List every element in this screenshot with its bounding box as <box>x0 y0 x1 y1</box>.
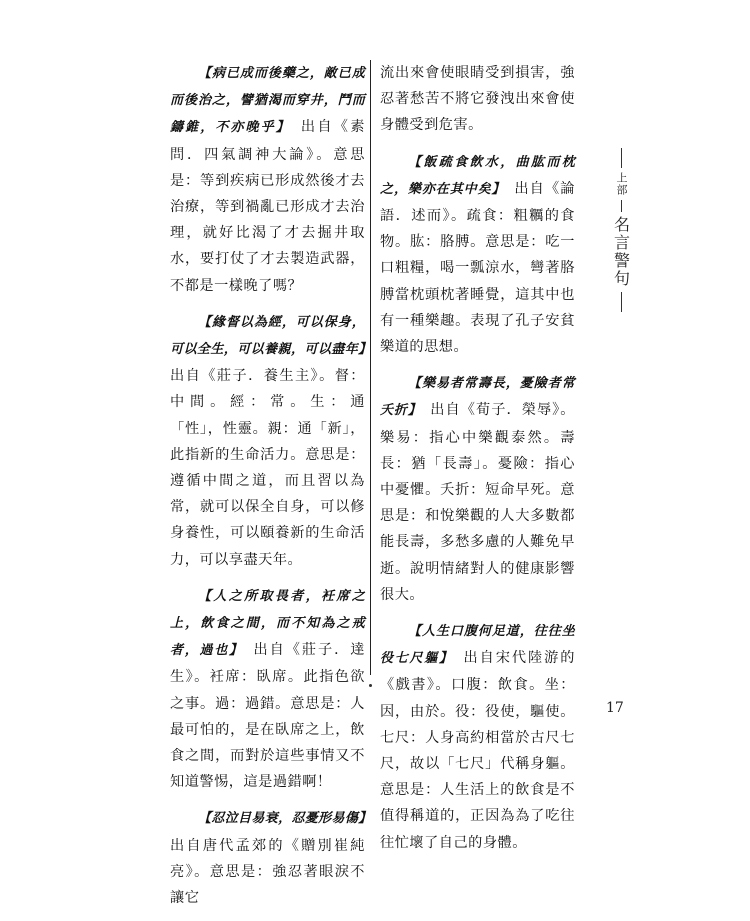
runner-rule <box>621 292 622 312</box>
left-column <box>170 60 365 921</box>
entry-quote: 【飯疏食飲水，曲肱而枕之，樂亦在其中矣】 <box>380 154 575 197</box>
runner-rule <box>621 148 622 168</box>
entry-body: 出自宋代陸游的《戲書》。口腹：飲食。坐：因，由於。役：役使，驅使。七尺：人身高約相當於古尺七尺，故以「七尺」代稱身軀。意思是：人生活上的飲食是不值得稱道的，正因為為了吃往往忙壞了自己的身體。 <box>380 650 575 851</box>
entry-body: 出自《論語．述而》。疏食：粗糲的食物。肱：胳膊。意思是：吃一口粗糧，喝一瓢涼水，彎著胳膊當枕頭枕著睡覺，這其中也有一種樂趣。表現了孔子安貧樂道的思想。 <box>380 180 575 356</box>
runner-rule <box>621 200 622 212</box>
page-number: 17 <box>606 700 624 716</box>
entry-body: 流出來會使眼睛受到損害，強忍著愁苦不將它發洩出來會使身體受到危害。 <box>380 65 575 134</box>
center-dot <box>369 684 372 687</box>
entry <box>170 309 365 573</box>
entry-body: 出自《素問．四氣調神大論》。意思是：等到疾病已形成然後才去治療，等到禍亂已形成才去治理，就好比渴了才去掘井取水，要打仗了才去製造武器，不都是一樣晚了嗎？ <box>170 119 365 294</box>
entry-continuation <box>380 60 575 139</box>
entry <box>170 60 365 299</box>
entry-quote: 【人之所取畏者，衽席之上，飲食之間，而不知為之戒者，過也】 <box>170 588 365 659</box>
entry <box>380 370 575 608</box>
entry-quote: 【病已成而後藥之，敵已成而後治之，譬猶渴而穿井，鬥而鑄錐，不亦晚乎】 <box>170 66 365 136</box>
running-head <box>608 148 634 312</box>
entry-quote: 【人生口腹何足道，往往坐役七尺軀】 <box>380 624 575 667</box>
entry <box>170 583 365 796</box>
right-column <box>380 60 575 866</box>
runner-title: 名言警句 <box>611 216 631 288</box>
entry-quote: 【樂易者常壽長，憂險者常夭折】 <box>380 376 575 419</box>
entry-body: 出自唐代孟郊的《贈別崔純亮》。意思是：強忍著眼淚不讓它 <box>170 837 365 907</box>
entry-quote: 【忍泣目易衰，忍憂形易傷】 <box>198 811 365 827</box>
entry-quote: 【緣督以為經，可以保身，可以全生，可以養親，可以盡年】 <box>170 314 365 358</box>
column-divider <box>370 60 371 675</box>
runner-part: 上部 <box>615 172 628 196</box>
entry <box>380 149 575 361</box>
entry-body: 出自《荀子．榮辱》。樂易：指心中樂觀泰然。壽長：猶「長壽」。憂險：指心中憂懼。夭折：短命早死。意思是：和悅樂觀的人大多數都能長壽，多愁多慮的人難免早逝。說明情緒對人的健康影響很大。 <box>380 402 575 603</box>
entry <box>170 805 365 911</box>
entry-body: 出自《莊子．養生主》。督：中間。經：常。生：通「性」，性靈。親：通「新」，此指新的生命活力。意思是：遵循中間之道，而且習以為常，就可以保全自身，可以修身養性，可以頤養新的生命活力，可以享盡天年。 <box>170 368 365 568</box>
entry-body: 出自《莊子．達生》。衽席：臥席。此指色欲之事。過：過錯。意思是：人最可怕的，是在臥席之上，飲食之間，而對於這些事情又不知道警惕，這是過錯啊！ <box>170 642 365 791</box>
entry <box>380 618 575 856</box>
